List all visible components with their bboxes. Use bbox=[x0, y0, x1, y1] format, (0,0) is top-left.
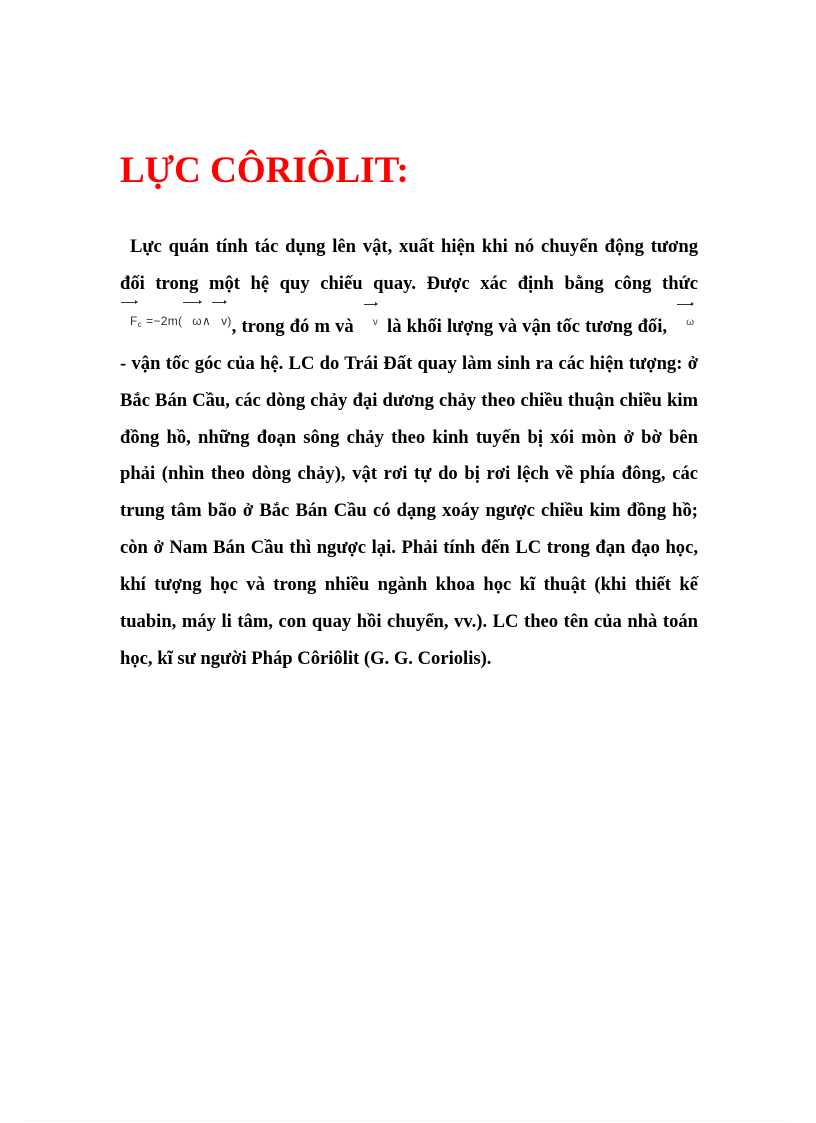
force-subscript: c bbox=[137, 319, 142, 329]
paragraph-text-1: Lực quán tính tác dụng lên vật, xuất hiện khi nó chuyển động tương đối trong một hệ quy chiếu quay. Được xác định bằng công thức bbox=[120, 236, 698, 294]
formula-close: ) bbox=[227, 313, 232, 328]
formula-rhs: =−2m( bbox=[146, 313, 183, 328]
omega-vector-symbol: ω bbox=[182, 303, 202, 340]
force-vector-symbol: F bbox=[120, 303, 138, 340]
coriolis-force-formula bbox=[120, 314, 232, 328]
paragraph-text-3: là khối lượng và vận tốc tương đối, bbox=[381, 315, 673, 337]
angular-velocity-symbol: ω bbox=[672, 317, 698, 328]
paragraph-text-4: - vận tốc góc của hệ. LC do Trái Đất quay làm sinh ra các hiện tượng: ở Bắc Bán Cầu, các dòng chảy đại dương chảy theo chiều thuận chiều kim đồng hồ, những đoạn sông chảy theo kinh tuyến bị xói mòn ở bờ bên phải (nhìn theo dòng chảy), vật rơi tự do bị rơi lệch về phía đông, các trung tâm bão ở Bắc Bán Cầu có dạng xoáy ngược chiều kim đồng hồ; còn ở Nam Bán Cầu thì ngược lại. Phải tính đến LC trong đạn đạo học, khí tượng học và trong nhiều ngành khoa học kĩ thuật (khi thiết kế tuabin, máy li tâm, con quay hồi chuyển, vv.). LC theo tên của nhà toán học, kĩ sư người Pháp Côriôlit (G. G. Coriolis). bbox=[120, 352, 698, 669]
velocity-symbol: v bbox=[359, 317, 382, 328]
paragraph-text-2: , trong đó m và bbox=[231, 315, 359, 337]
wedge-operator: ∧ bbox=[201, 313, 212, 328]
body-paragraph bbox=[120, 229, 698, 678]
page-bottom-dotted-rule bbox=[25, 1120, 791, 1121]
document-title: LỰC CÔRIÔLIT: bbox=[120, 150, 409, 191]
velocity-vector-symbol: v bbox=[211, 303, 227, 340]
